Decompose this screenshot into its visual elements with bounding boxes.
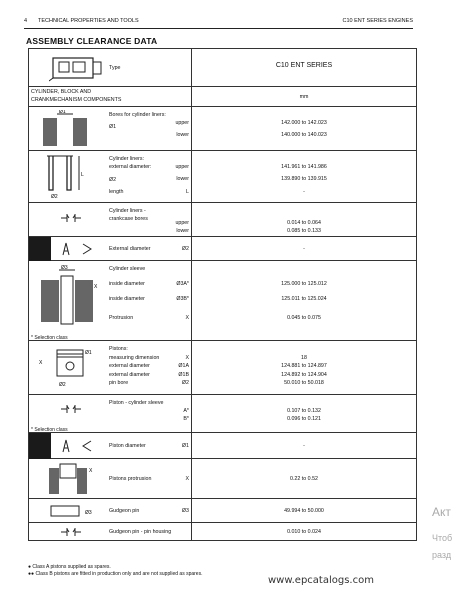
row1-label2: external diameter: xyxy=(109,164,152,171)
page-header xyxy=(24,18,413,24)
row0-value-lower: 140.000 to 140.023 xyxy=(281,132,327,139)
row4-value-3a: 125.000 to 125.012 xyxy=(281,281,327,287)
row1-sub-upper: upper xyxy=(175,164,189,170)
svg-text:X: X xyxy=(89,468,93,474)
row6-label: Piston - cylinder sleeve xyxy=(109,400,164,406)
row4-sym-3a: Ø3A* xyxy=(176,281,189,287)
page-title: ASSEMBLY CLEARANCE DATA xyxy=(26,36,158,46)
iveco-tool-icon xyxy=(29,237,51,261)
row7-symbol: Ø1 xyxy=(181,443,189,449)
row1-label: Cylinder liners: xyxy=(109,156,145,162)
row10-value: 0.010 to 0.024 xyxy=(287,529,321,535)
row4-inside-b: inside diameter xyxy=(109,296,145,302)
row2-label: Cylinder liners - xyxy=(109,208,146,214)
table-row xyxy=(29,107,417,151)
clearance-table xyxy=(28,48,417,541)
table-row xyxy=(29,237,417,261)
type-row xyxy=(29,49,417,87)
iveco-tool-icon xyxy=(29,433,51,459)
row1-sub-lower: lower xyxy=(176,176,189,183)
unit-label: mm xyxy=(299,94,309,100)
clearance-icon xyxy=(59,526,83,538)
row8-label: Pistons protrusion xyxy=(109,476,152,482)
row1-length: length xyxy=(109,188,124,195)
row5-value-2: 50.010 to 50.018 xyxy=(284,380,324,387)
gauge-icon xyxy=(59,439,99,453)
watermark: www.epcatalogs.com xyxy=(268,575,374,586)
row0-symbol: Ø1 xyxy=(109,124,117,131)
row0-label: Bores for cylinder liners: xyxy=(109,112,166,118)
selection-class-note: * Selection class xyxy=(31,335,68,341)
engine-series: C10 ENT SERIES ENGINES xyxy=(342,18,413,24)
table-row xyxy=(29,203,417,237)
row6-sub-b: B* xyxy=(183,416,189,423)
row7-label: Piston diameter xyxy=(109,443,146,449)
row2-value-lower: 0.085 to 0.133 xyxy=(287,228,321,235)
table-row xyxy=(29,459,417,499)
row1-value-lower: 139.890 to 139.915 xyxy=(281,176,327,183)
svg-text:Ø2: Ø2 xyxy=(51,194,58,200)
row8-symbol: X xyxy=(185,476,189,482)
row0-sub-lower: lower xyxy=(176,132,189,139)
row4-sym-x: X xyxy=(185,315,189,321)
row4-value-3b: 125.011 to 125.024 xyxy=(281,296,327,302)
row5-external-a: external diameter xyxy=(109,363,150,370)
row4-sym-3b: Ø3B* xyxy=(176,296,189,302)
row0-sub-upper: upper xyxy=(175,120,189,126)
svg-text:Ø3: Ø3 xyxy=(61,265,68,271)
liner-diagram-icon xyxy=(45,154,95,200)
row6-value-a: 0.107 to 0.132 xyxy=(287,408,321,414)
row4-protrusion: Protrusion xyxy=(109,315,134,321)
row1-value-upper: 141.961 to 141.986 xyxy=(281,164,327,170)
svg-text:L: L xyxy=(81,172,84,178)
svg-text:X: X xyxy=(39,360,43,366)
type-value: C10 ENT SERIES xyxy=(275,62,333,69)
table-row xyxy=(29,523,417,541)
overlay-text: Акт xyxy=(432,505,451,519)
svg-text:Ø1: Ø1 xyxy=(85,350,92,356)
row5-sym-x: X xyxy=(185,354,189,361)
footnotes xyxy=(28,564,202,578)
footnote-class-a: ● Class A pistons supplied as spares. xyxy=(28,564,111,570)
svg-text:X: X xyxy=(94,284,98,290)
svg-text:Ø3: Ø3 xyxy=(85,510,92,516)
row2-label2: crankcase bores xyxy=(109,216,148,223)
clearance-icon xyxy=(59,212,83,224)
table-row xyxy=(29,433,417,459)
row5-external-b: external diameter xyxy=(109,371,150,378)
row4-value-x: 0.045 to 0.075 xyxy=(287,315,321,321)
row3-label: External diameter xyxy=(109,246,151,252)
row8-value: 0.22 to 0.52 xyxy=(290,476,318,482)
header-rule xyxy=(24,28,413,29)
row9-symbol: Ø3 xyxy=(181,508,189,514)
row2-sub-lower: lower xyxy=(176,228,189,235)
row2-sub-upper: upper xyxy=(175,220,189,226)
piston-diagram-icon xyxy=(39,344,103,392)
row5-value-x: 18 xyxy=(301,354,307,361)
row4-label: Cylinder sleeve xyxy=(109,266,146,272)
overlay-subtext: Чтоб разд xyxy=(432,533,453,560)
footnote-class-b: ●● Class B pistons are fitted in production only and are not supplied as spares. xyxy=(28,571,203,577)
row0-value-upper: 142.000 to 142.023 xyxy=(281,120,327,126)
gauge-icon xyxy=(59,242,99,256)
sleeve-diagram-icon xyxy=(39,264,99,326)
row1-value-length: - xyxy=(303,188,305,195)
table-row xyxy=(29,261,417,341)
table-row xyxy=(29,341,417,395)
engine-block-icon xyxy=(49,54,105,82)
row2-value-upper: 0.014 to 0.064 xyxy=(287,220,321,226)
row3-symbol: Ø2 xyxy=(181,246,189,252)
group-row xyxy=(29,87,417,107)
row10-label: Gudgeon pin - pin housing xyxy=(109,529,172,535)
row7-value: - xyxy=(303,443,305,449)
clearance-icon xyxy=(59,403,83,415)
gudgeon-pin-icon xyxy=(47,504,101,518)
row5-pin-bore: pin bore xyxy=(109,380,129,387)
table-row xyxy=(29,395,417,433)
type-label: Type xyxy=(109,65,121,71)
row9-label: Gudgeon pin xyxy=(109,508,140,514)
table-row xyxy=(29,499,417,523)
row6-value-b: 0.096 to 0.121 xyxy=(287,416,321,423)
row5-sym-1b: Ø1B xyxy=(178,371,189,378)
row3-value: - xyxy=(303,246,305,252)
row4-inside-a: inside diameter xyxy=(109,281,145,287)
row5-value-1a: 124.881 to 124.897 xyxy=(281,363,327,370)
row5-value-1b: 124.892 to 124.904 xyxy=(281,371,327,378)
page-number: 4 xyxy=(24,18,28,24)
row5-sym-2: Ø2 xyxy=(181,380,189,387)
bore-diagram-icon xyxy=(41,110,91,148)
row1-symbol: Ø2 xyxy=(109,176,117,183)
row5-label: Pistons: xyxy=(109,346,128,352)
selection-class-note: * Selection class xyxy=(31,427,68,433)
svg-text:Ø1: Ø1 xyxy=(59,110,66,115)
row5-sym-1a: Ø1A xyxy=(178,363,189,370)
row5-measuring: measuring dimension xyxy=(109,354,160,361)
svg-text:Ø2: Ø2 xyxy=(59,382,66,388)
group-label-line2: CRANKMECHANISM COMPONENTS xyxy=(31,96,122,103)
table-row xyxy=(29,151,417,203)
row6-sub-a: A* xyxy=(183,408,189,414)
section-title: TECHNICAL PROPERTIES AND TOOLS xyxy=(38,18,139,24)
row9-value: 49.994 to 50.000 xyxy=(284,508,324,514)
protrusion-diagram-icon xyxy=(47,462,97,496)
group-label-line1: CYLINDER, BLOCK AND xyxy=(31,89,92,95)
row1-sub-L: L xyxy=(186,188,189,195)
